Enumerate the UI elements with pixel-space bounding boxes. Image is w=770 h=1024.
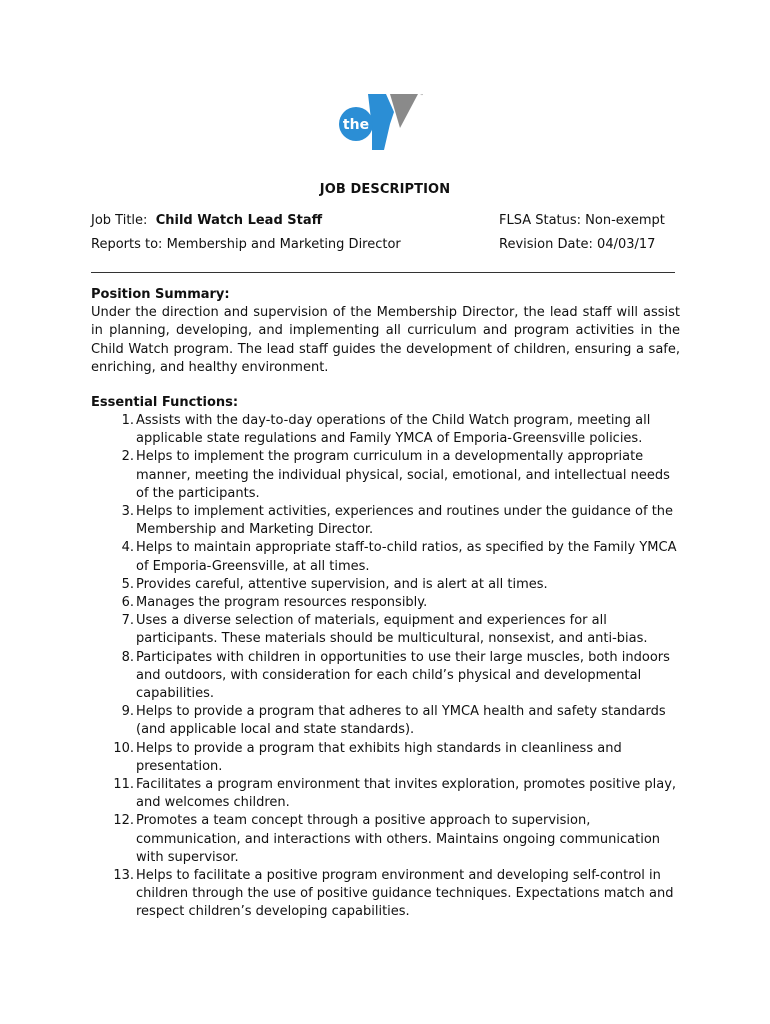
function-item-text: Assists with the day-to-day operations of the Child Watch program, meeting all applicable state regulations and Family YMCA of Emporia-Greensville policies.	[136, 413, 651, 447]
logo-sub: YMCA	[388, 138, 401, 154]
function-item-number: 7.	[121, 613, 134, 629]
job-title-row	[91, 213, 322, 228]
page-title: JOB DESCRIPTION	[319, 182, 451, 197]
function-item-text: Helps to provide a program that adheres to all YMCA health and safety standards (and applicable local and state standards).	[136, 704, 666, 738]
function-item-text: Promotes a team concept through a positive approach to supervision, communication, and interactions with others. Maintains ongoing communication with supervisor.	[136, 813, 661, 865]
flsa-status: FLSA Status: Non-exempt	[499, 213, 665, 228]
revision-date: Revision Date: 04/03/17	[499, 237, 656, 252]
divider	[91, 272, 675, 273]
function-item-number: 1.	[121, 413, 134, 428]
function-item	[91, 576, 681, 594]
function-item-number: 2.	[121, 449, 134, 465]
function-item-text: Helps to implement activities, experiences and routines under the guidance of the Membership and Marketing Director.	[136, 504, 674, 538]
function-item-number: 3.	[121, 504, 134, 520]
function-item-text: Participates with children in opportunities to use their large muscles, both indoors and outdoors, with consideration for each child’s physical and developmental capabilities.	[136, 649, 670, 702]
logo-grey-arm	[390, 94, 418, 128]
function-item-text: Uses a diverse selection of materials, equipment and experiences for all participants. These materials should be multicultural, nonsexist, and anti-bias.	[136, 613, 648, 647]
function-item-text: Facilitates a program environment that invites exploration, promotes positive play, and welcomes children.	[136, 777, 677, 811]
function-item-text: Helps to implement the program curriculum in a developmentally appropriate manner, meeting the individual physical, social, emotional, and intellectual needs of the participants.	[136, 449, 670, 501]
function-item	[91, 412, 681, 448]
function-item-text: Helps to provide a program that exhibits high standards in cleanliness and presentation.	[136, 740, 622, 774]
function-item-text: Helps to maintain appropriate staff-to-child ratios, as specified by the Family YMCA of Emporia-Greensville, at all times.	[136, 540, 677, 574]
job-title-value: Child Watch Lead Staff	[155, 213, 323, 228]
function-item	[91, 649, 681, 704]
logo-word: the	[342, 117, 370, 133]
function-item	[91, 867, 681, 922]
function-item	[91, 740, 681, 776]
function-item-number: 12.	[113, 813, 134, 829]
essential-functions-heading: Essential Functions:	[91, 395, 239, 410]
function-item-number: 4.	[121, 540, 134, 556]
reports-to: Reports to: Membership and Marketing Director	[91, 237, 401, 252]
function-item-number: 6.	[121, 595, 134, 611]
essential-functions-list	[91, 412, 681, 922]
position-summary-heading: Position Summary:	[91, 287, 230, 302]
function-item-number: 11.	[113, 777, 134, 793]
position-summary-text: Under the direction and supervision of the Membership Director, the lead staff will assist in planning, developing, and implementing all curriculum and program activities in the Child Watch program. The lead staff guides the development of children, ensuring a safe, enriching, and healthy environment.	[91, 305, 680, 375]
function-item-text: Provides careful, attentive supervision, and is alert at all times.	[136, 576, 548, 592]
function-item	[91, 612, 681, 648]
function-item-number: 13.	[113, 868, 134, 884]
function-item-text: Manages the program resources responsibly.	[136, 595, 428, 611]
function-item	[91, 776, 681, 812]
function-item	[91, 448, 681, 503]
function-item-number: 8.	[121, 649, 134, 665]
function-item	[91, 812, 681, 867]
function-item-number: 5.	[121, 576, 134, 592]
function-item-text: Helps to facilitate a positive program environment and developing self-control in children through the use of positive guidance techniques. Expectations match and respect children’s developing capabilities.	[136, 868, 674, 920]
function-item	[91, 594, 681, 612]
ymca-logo	[336, 88, 428, 154]
function-item	[91, 539, 681, 575]
job-title-label: Job Title:	[91, 213, 148, 228]
function-item-number: 9.	[121, 704, 134, 720]
svg-text:™: ™	[420, 93, 424, 98]
function-item-number: 10.	[113, 740, 134, 756]
function-item	[91, 703, 681, 739]
function-item	[91, 503, 681, 539]
